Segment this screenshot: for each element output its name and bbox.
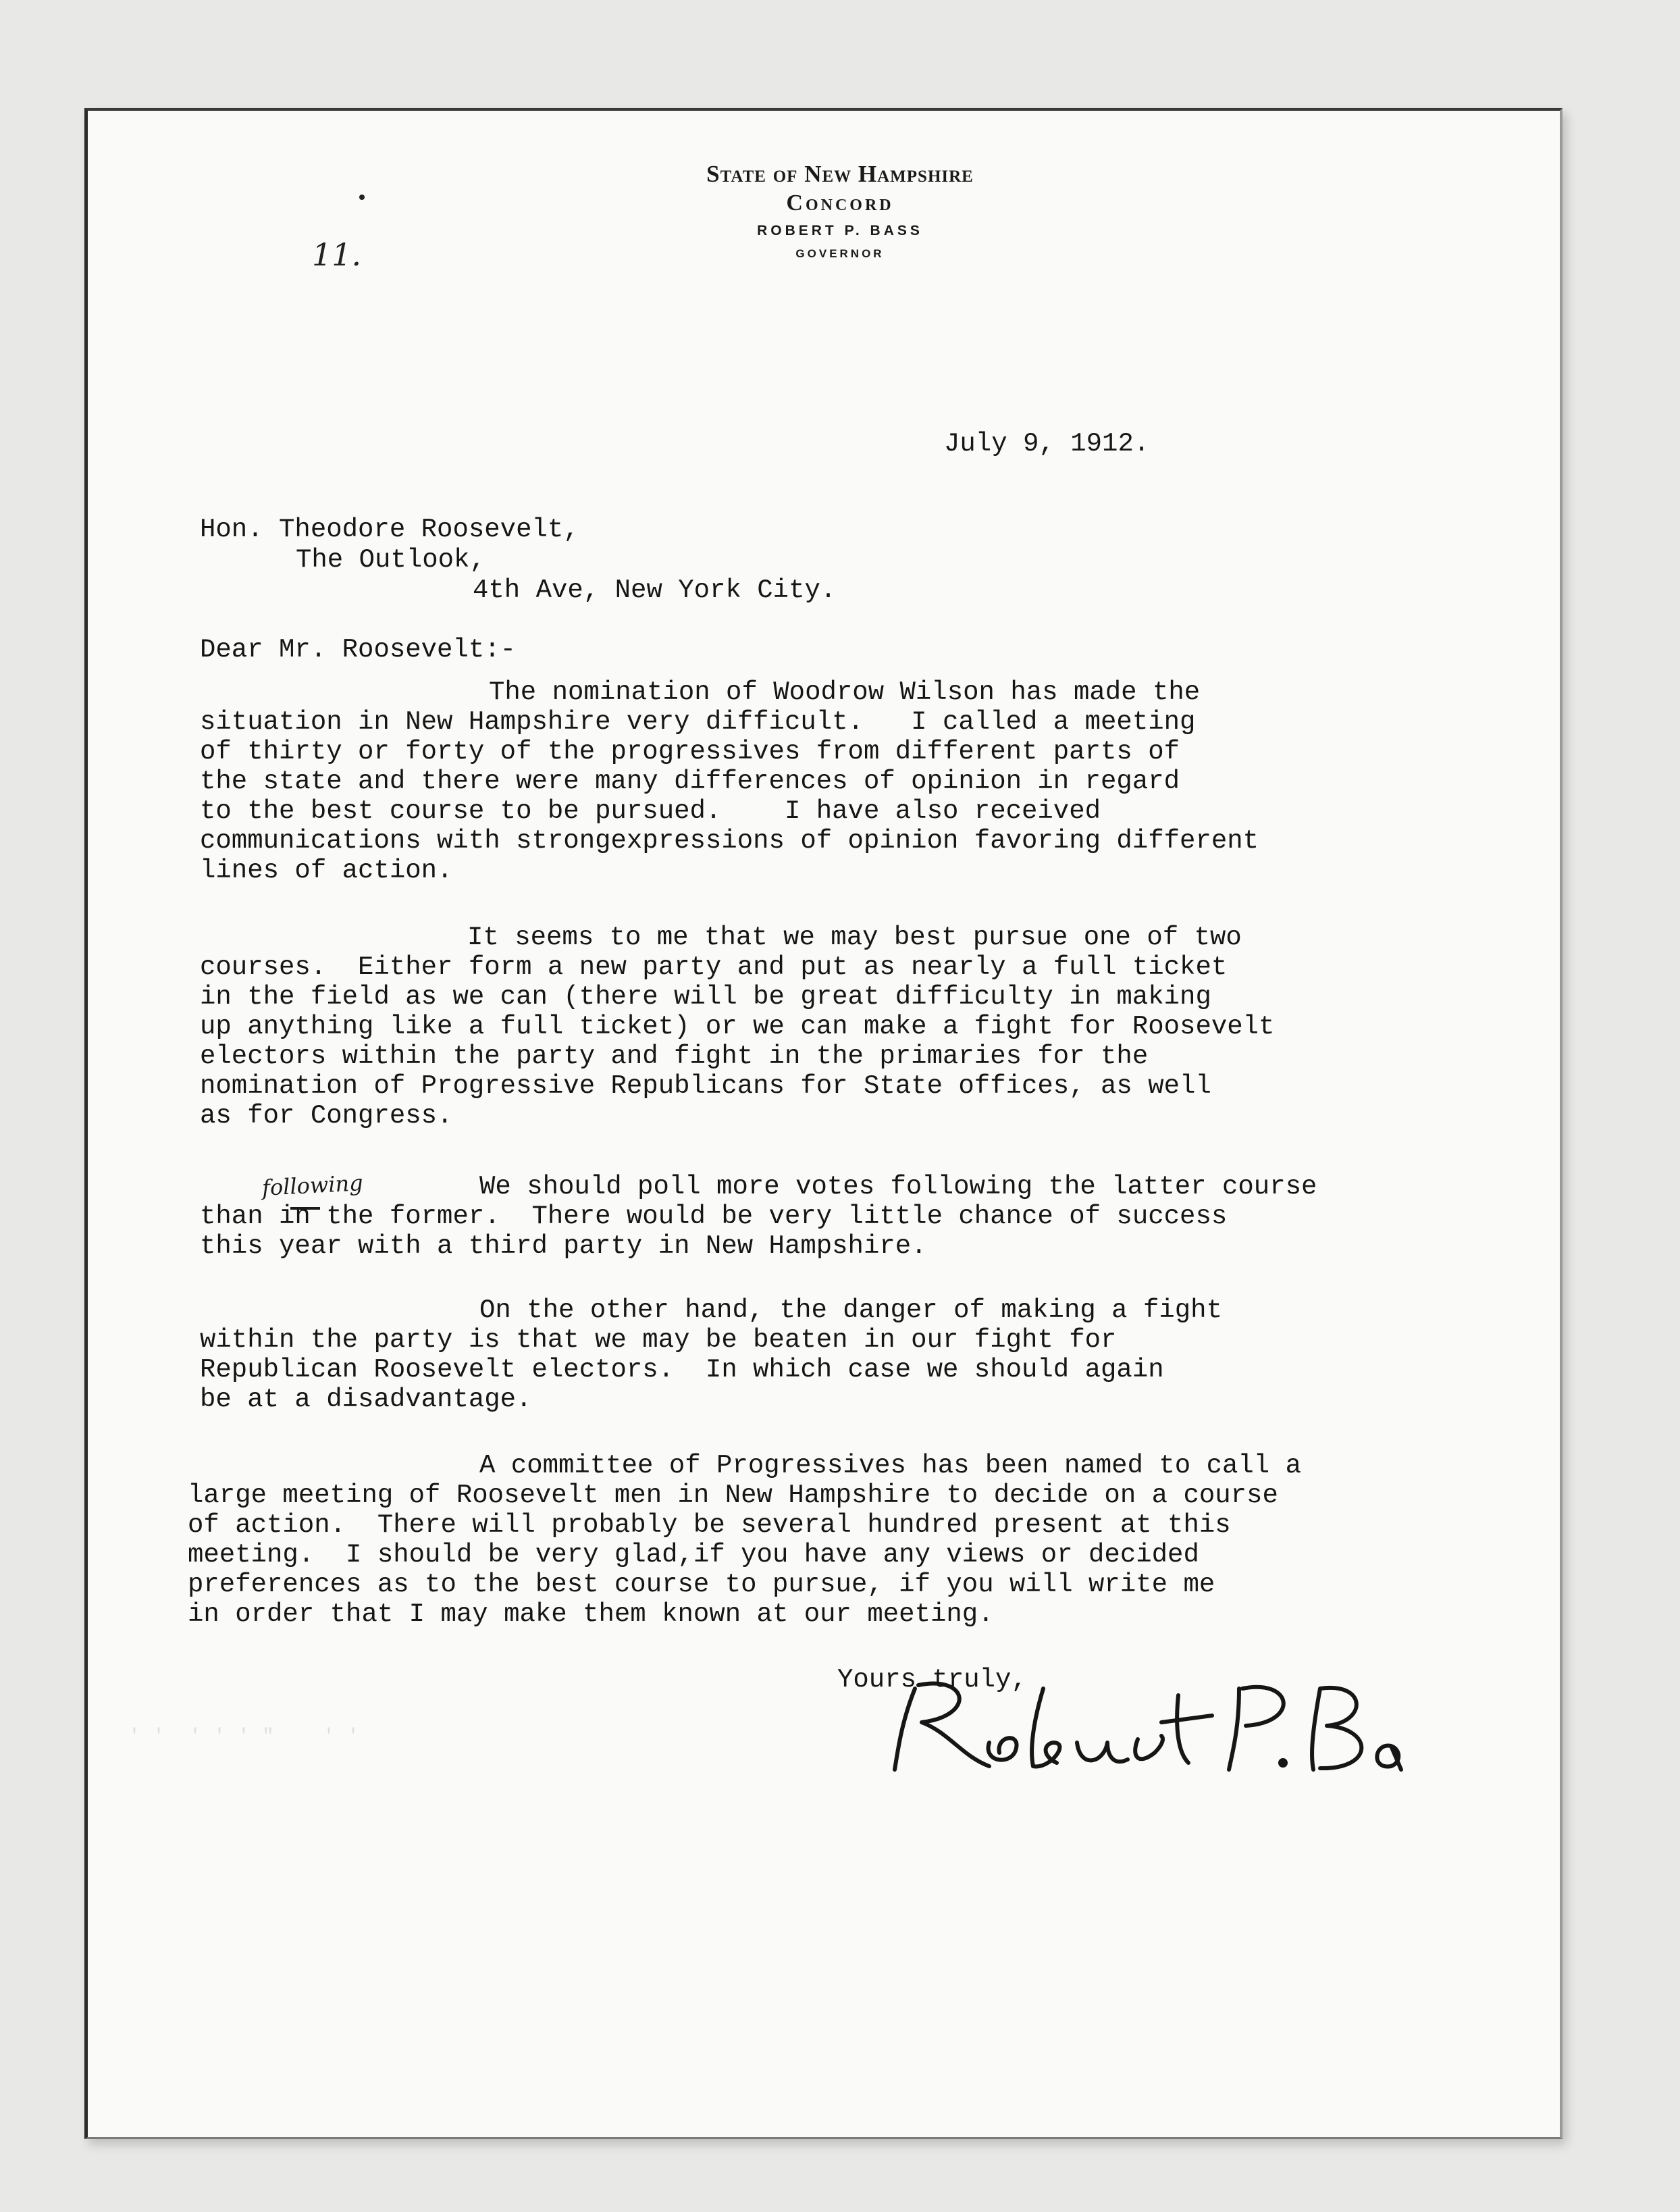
margin-note: 11. bbox=[312, 236, 362, 273]
body-line: this year with a third party in New Hampshire. bbox=[200, 1231, 927, 1261]
body-line: to the best course to be pursued. I have also received bbox=[200, 796, 1101, 826]
address-line: 4th Ave, New York City. bbox=[473, 575, 837, 605]
body-line: electors within the party and fight in the primaries for the bbox=[200, 1041, 1149, 1071]
body-line: than in the former. There would be very little chance of success bbox=[200, 1202, 1228, 1231]
body-line: Republican Roosevelt electors. In which case we should again bbox=[200, 1355, 1164, 1385]
body-line: meeting. I should be very glad,if you have any views or decided bbox=[188, 1540, 1199, 1570]
body-line: situation in New Hampshire very difficult. I called a meeting bbox=[200, 707, 1196, 737]
letter-date: July 9, 1912. bbox=[944, 429, 1150, 459]
handwritten-insert: following bbox=[261, 1170, 364, 1201]
body-line: of thirty or forty of the progressives from different parts of bbox=[200, 737, 1180, 767]
body-line: The nomination of Woodrow Wilson has made the bbox=[489, 677, 1201, 707]
body-line: within the party is that we may be beaten in our fight for bbox=[200, 1325, 1117, 1355]
body-line: We should poll more votes following the latter course bbox=[479, 1172, 1317, 1202]
body-line: of action. There will probably be several hundred present at this bbox=[188, 1510, 1231, 1540]
body-line: preferences as to the best course to pursue, if you will write me bbox=[188, 1570, 1215, 1599]
body-line: It seems to me that we may best pursue one of two bbox=[467, 923, 1242, 952]
letterhead-city: Concord bbox=[786, 190, 894, 215]
body-line: in order that I may make them known at our meeting. bbox=[188, 1599, 994, 1629]
address-line: The Outlook, bbox=[296, 545, 485, 575]
faint-bleed-through: ' ' ' ' ' " ' ' bbox=[128, 1726, 360, 1749]
body-line: A committee of Progressives has been named to call a bbox=[479, 1451, 1301, 1481]
body-line: the state and there were many differences of opinion in regard bbox=[200, 767, 1180, 796]
body-line: On the other hand, the danger of making a fight bbox=[479, 1295, 1222, 1325]
body-line: be at a disadvantage. bbox=[200, 1385, 532, 1414]
body-line: up anything like a full ticket) or we can make a fight for Roosevelt bbox=[200, 1012, 1275, 1041]
body-line: communications with strongexpressions of opinion favoring different bbox=[200, 826, 1259, 856]
body-line: in the field as we can (there will be great difficulty in making bbox=[200, 982, 1211, 1012]
closing: Yours truly, bbox=[837, 1665, 1027, 1695]
letterhead-state: State of New Hampshire bbox=[706, 161, 974, 187]
body-line: lines of action. bbox=[200, 856, 453, 885]
body-line: nomination of Progressive Republicans for State offices, as well bbox=[200, 1071, 1211, 1101]
handwritten-signature bbox=[888, 1668, 1415, 1783]
body-line: large meeting of Roosevelt men in New Hampshire to decide on a course bbox=[188, 1481, 1278, 1510]
salutation: Dear Mr. Roosevelt:- bbox=[200, 635, 517, 665]
ink-dot bbox=[359, 195, 365, 200]
address-line: Hon. Theodore Roosevelt, bbox=[200, 515, 579, 544]
body-line: as for Congress. bbox=[200, 1101, 453, 1131]
body-line: courses. Either form a new party and put as nearly a full ticket bbox=[200, 952, 1228, 982]
letterhead-name: ROBERT P. BASS bbox=[757, 223, 923, 238]
letterhead-title: GOVERNOR bbox=[795, 247, 885, 260]
